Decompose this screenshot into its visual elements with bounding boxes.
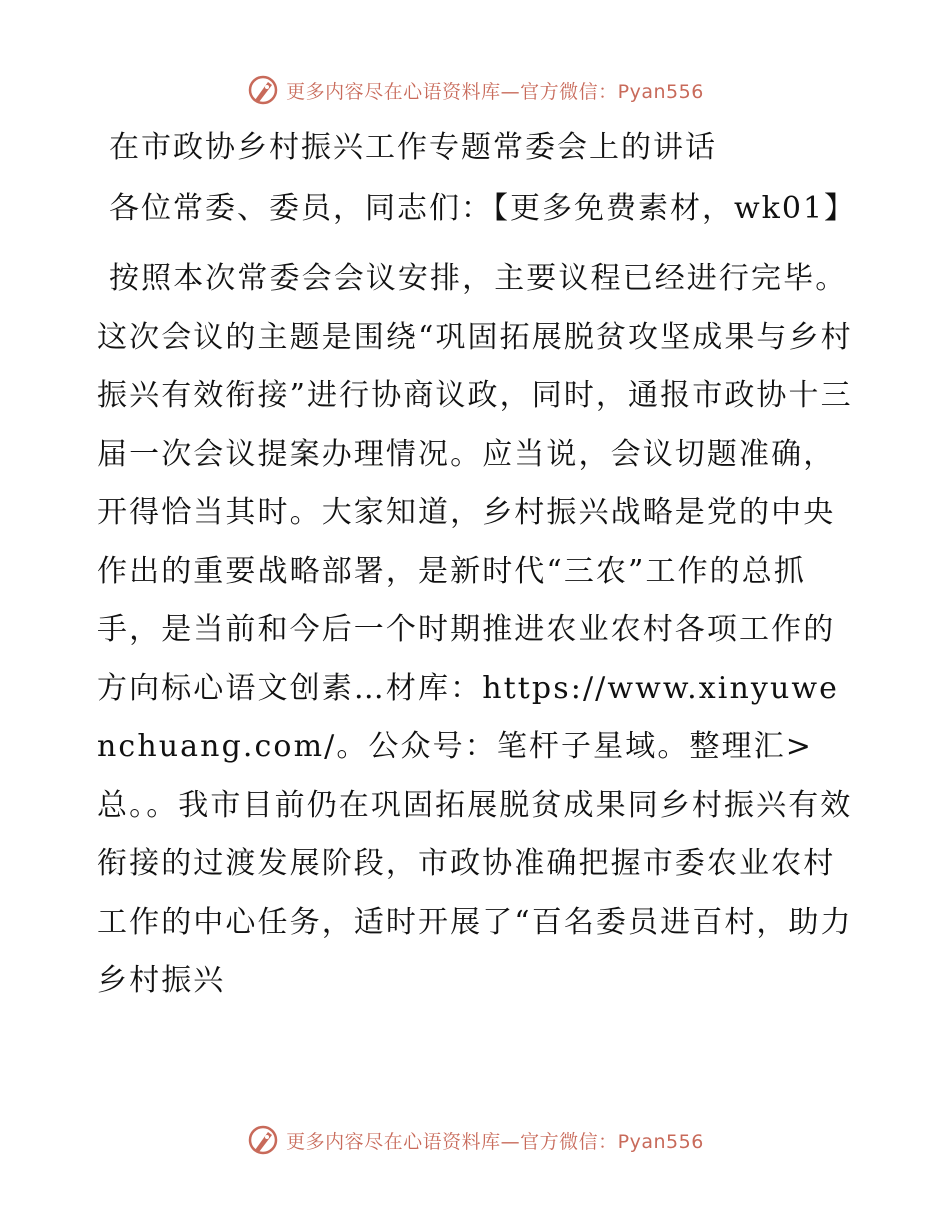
header-banner-text: 更多内容尽在心语资料库—官方微信：Pyan556 (286, 80, 704, 103)
body-paragraph: 按照本次常委会会议安排，主要议程已经进行完毕。这次会议的主题是围绕“巩固拓展脱贫攻坚成果与乡村振兴有效衔接”进行协商议政，同时，通报市政协十三届一次会议提案办理情况。应当说，会议切题准确，开得恰当其时。大家知道，乡村振兴战略是党的中央作出的重要战略部署，是新时代“三农”工作的总抓手，是当前和今后一个时期推进农业农村各项工作的方向标心语文创素…材库：https://www.xinyuwenchuang.com/。公众号：笔杆子星域。整理汇>总。。我市目前仍在巩固拓展脱贫成果同乡村振兴有效衔接的过渡发展阶段，市政协准确把握市委农业农村工作的中心任务，适时开展了“百名委员进百村，助力乡村振兴 (97, 261, 853, 998)
footer-banner (0, 1120, 950, 1160)
pen-nib-circle-icon (246, 73, 280, 107)
document-body (97, 122, 857, 1011)
footer-banner-text: 更多内容尽在心语资料库—官方微信：Pyan556 (286, 1130, 704, 1153)
header-banner (0, 70, 950, 110)
page-title: 在市政协乡村振兴工作专题常委会上的讲话 (109, 130, 717, 165)
salutation: 各位常委、委员，同志们：【更多免费素材，wk01】 (109, 191, 857, 226)
pen-nib-circle-icon (246, 1123, 280, 1157)
